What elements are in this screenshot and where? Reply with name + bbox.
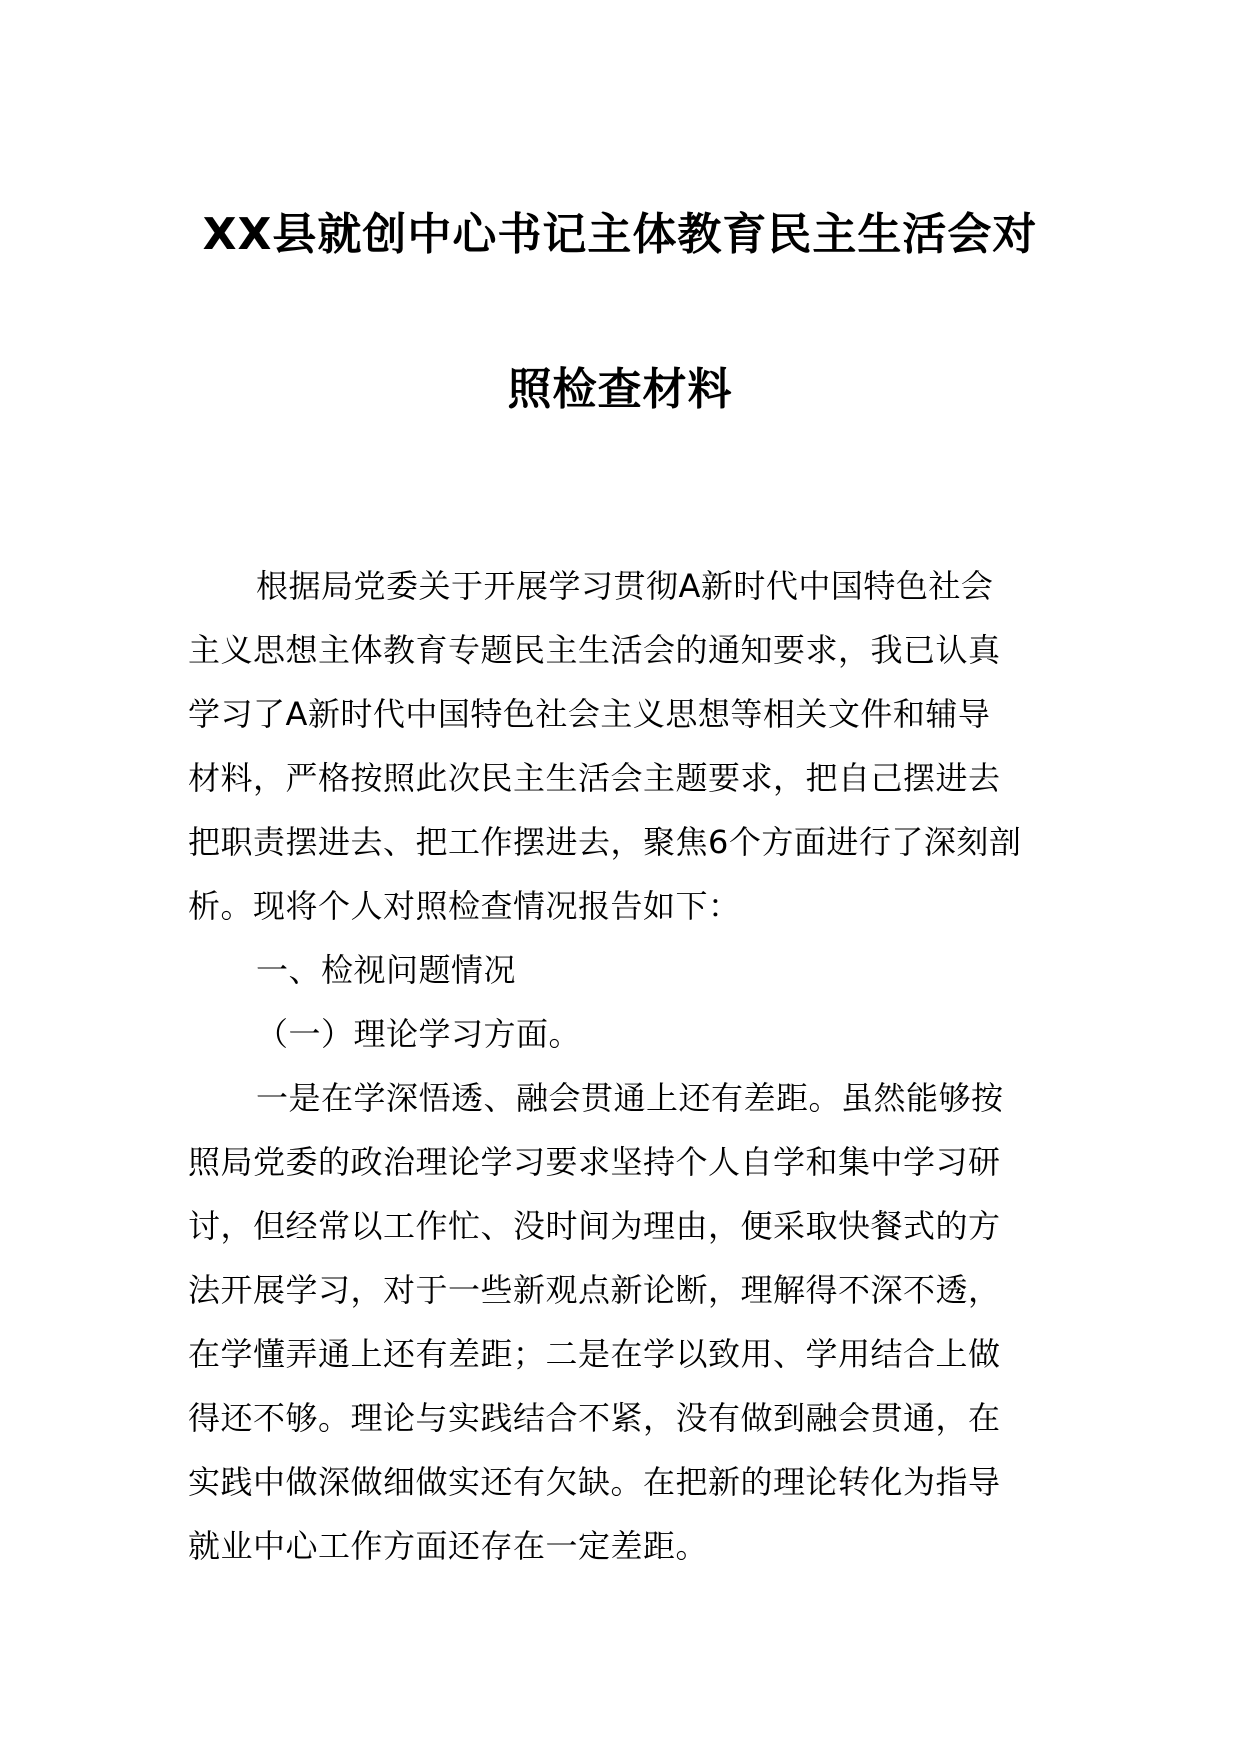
paragraph-theory-line-3: 讨，但经常以工作忙、没时间为理由，便采取快餐式的方 xyxy=(188,1207,1001,1245)
paragraph-theory-line-5: 在学懂弄通上还有差距；二是在学以致用、学用结合上做 xyxy=(188,1335,1001,1373)
section-heading-1: 一、检视问题情况 xyxy=(256,951,517,989)
paragraph-theory-line-4: 法开展学习，对于一些新观点新论断，理解得不深不透， xyxy=(188,1271,1001,1309)
paragraph-intro-line-1: 根据局党委关于开展学习贯彻A新时代中国特色社会 xyxy=(256,567,994,605)
paragraph-intro-line-3: 学习了A新时代中国特色社会主义思想等相关文件和辅导 xyxy=(188,695,991,733)
paragraph-theory-line-8: 就业中心工作方面还存在一定差距。 xyxy=(188,1527,709,1565)
document-title-line-2: 照检查材料 xyxy=(507,364,733,415)
document-title-line-1: XX县就创中心书记主体教育民主生活会对 xyxy=(202,209,1038,260)
paragraph-theory-line-7: 实践中做深做细做实还有欠缺。在把新的理论转化为指导 xyxy=(188,1463,1001,1501)
subsection-heading-1: （一）理论学习方面。 xyxy=(256,1015,582,1053)
paragraph-intro-line-4: 材料，严格按照此次民主生活会主题要求，把自己摆进去 xyxy=(188,759,1001,797)
paragraph-intro-line-2: 主义思想主体教育专题民主生活会的通知要求，我已认真 xyxy=(188,631,1001,669)
paragraph-intro-line-5: 把职责摆进去、把工作摆进去，聚焦6个方面进行了深刻剖 xyxy=(188,823,1022,861)
paragraph-theory-line-1: 一是在学深悟透、融会贯通上还有差距。虽然能够按 xyxy=(256,1079,1004,1117)
document-body xyxy=(188,554,1058,1578)
paragraph-theory-line-2: 照局党委的政治理论学习要求坚持个人自学和集中学习研 xyxy=(188,1143,1001,1181)
paragraph-intro-line-6: 析。现将个人对照检查情况报告如下： xyxy=(188,887,741,925)
paragraph-theory-line-6: 得还不够。理论与实践结合不紧，没有做到融会贯通，在 xyxy=(188,1399,1001,1437)
